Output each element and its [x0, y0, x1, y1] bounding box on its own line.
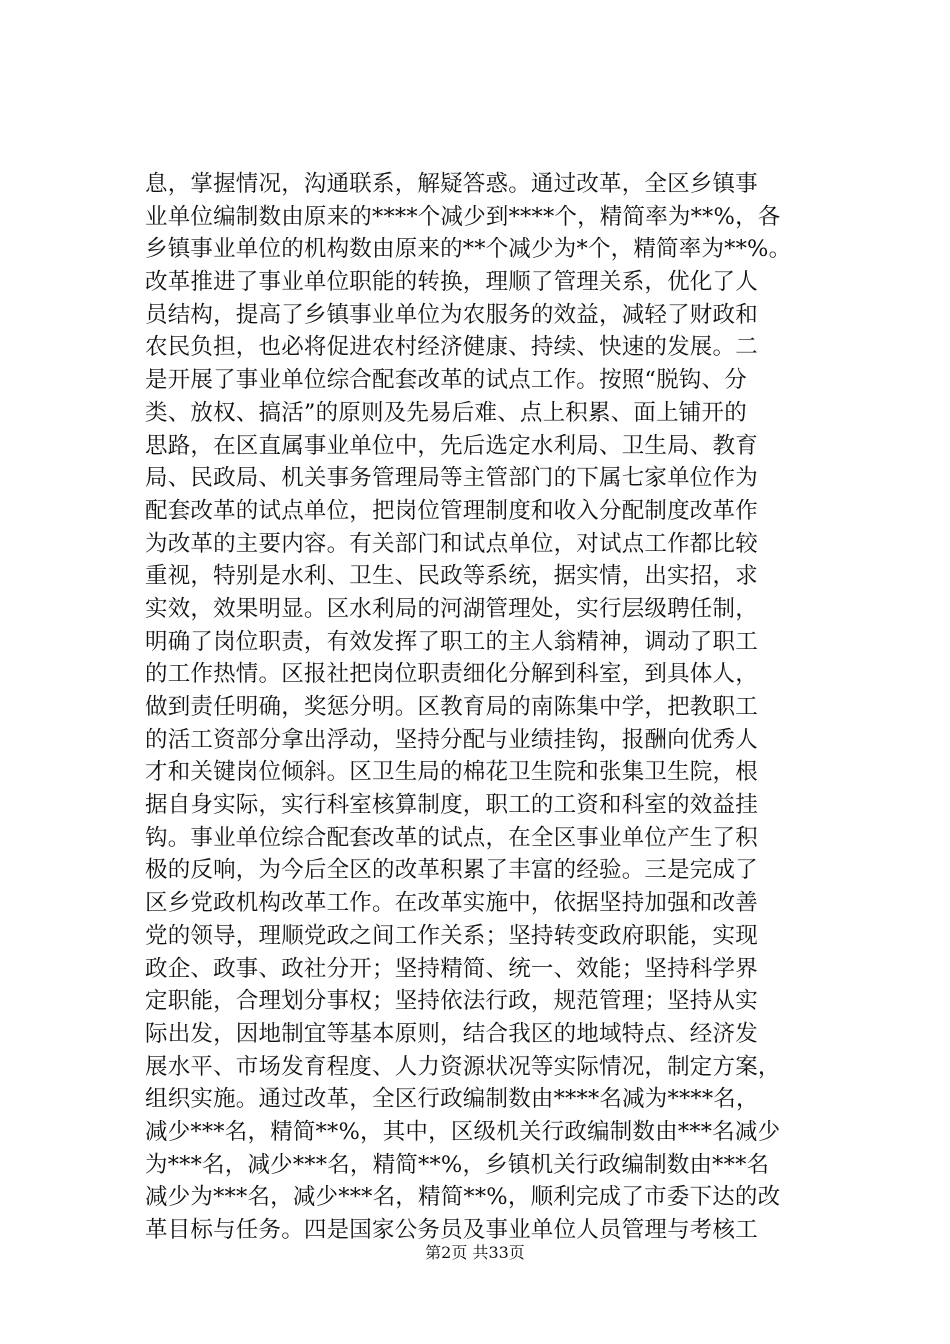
text-line: 钩。事业单位综合配套改革的试点，在全区事业单位产生了积 [145, 824, 758, 851]
text-line: 展水平、市场发育程度、人力资源状况等实际情况，制定方案， [145, 1053, 781, 1080]
text-line: 定职能，合理划分事权；坚持依法行政，规范管理；坚持从实 [145, 988, 758, 1015]
text-line: 息，掌握情况，沟通联系，解疑答惑。通过改革，全区乡镇事 [145, 171, 758, 197]
text-line: 类、放权、搞活”的原则及先易后难、点上积累、面上铺开的 [145, 399, 747, 426]
text-line: 革目标与任务。四是国家公务员及事业单位人员管理与考核工 [145, 1217, 758, 1243]
text-line: 际出发，因地制宜等基本原则，结合我区的地域特点、经济发 [145, 1020, 758, 1047]
text-line: 据自身实际，实行科室核算制度，职工的工资和科室的效益挂 [145, 792, 758, 819]
text-line: 党的领导，理顺党政之间工作关系；坚持转变政府职能，实现 [145, 922, 758, 949]
text-line: 改革推进了事业单位职能的转换，理顺了管理关系，优化了人 [145, 269, 758, 296]
text-line: 农民负担，也必将促进农村经济健康、持续、快速的发展。二 [145, 334, 758, 361]
text-line: 实效，效果明显。区水利局的河湖管理处，实行层级聘任制， [145, 595, 758, 622]
page-number: 第2页 共33页 [425, 1243, 525, 1262]
text-line: 政企、政事、政社分开；坚持精简、统一、效能；坚持科学界 [145, 955, 758, 982]
text-line: 是开展了事业单位综合配套改革的试点工作。按照“脱钩、分 [145, 367, 747, 394]
text-line: 才和关键岗位倾斜。区卫生局的棉花卫生院和张集卫生院，根 [145, 759, 758, 786]
text-line: 的活工资部分拿出浮动，坚持分配与业绩挂钩，报酬向优秀人 [145, 726, 758, 753]
text-line: 为***名，减少***名，精简**%，乡镇机关行政编制数由***名 [145, 1151, 770, 1178]
text-line: 减少***名，精简**%，其中，区级机关行政编制数由***名减少 [145, 1118, 781, 1145]
text-line: 重视，特别是水利、卫生、民政等系统，据实情，出实招，求 [145, 563, 758, 590]
text-line: 业单位编制数由原来的****个减少到****个，精简率为**%，各 [145, 203, 781, 230]
text-line: 减少为***名，减少***名，精简**%，顺利完成了市委下达的改 [145, 1184, 781, 1211]
text-line: 的工作热情。区报社把岗位职责细化分解到科室，到具体人， [145, 661, 758, 688]
text-line: 员结构，提高了乡镇事业单位为农服务的效益，减轻了财政和 [145, 301, 758, 328]
text-line: 明确了岗位职责，有效发挥了职工的主人翁精神，调动了职工 [145, 628, 758, 655]
text-line: 局、民政局、机关事务管理局等主管部门的下属七家单位作为 [145, 465, 758, 492]
text-line: 配套改革的试点单位，把岗位管理制度和收入分配制度改革作 [145, 497, 758, 524]
body-text [145, 168, 865, 1247]
text-line: 做到责任明确，奖惩分明。区教育局的南陈集中学，把教职工 [145, 694, 758, 720]
text-line: 区乡党政机构改革工作。在改革实施中，依据坚持加强和改善 [145, 890, 758, 917]
text-line: 思路，在区直属事业单位中，先后选定水利局、卫生局、教育 [145, 432, 758, 459]
page-footer [0, 1240, 950, 1263]
text-line: 为改革的主要内容。有关部门和试点单位，对试点工作都比较 [145, 530, 758, 557]
text-line: 乡镇事业单位的机构数由原来的**个减少为*个，精简率为**%。 [145, 236, 792, 263]
text-line: 极的反响，为今后全区的改革积累了丰富的经验。三是完成了 [145, 857, 758, 884]
text-line: 组织实施。通过改革，全区行政编制数由****名减为****名， [145, 1086, 759, 1113]
